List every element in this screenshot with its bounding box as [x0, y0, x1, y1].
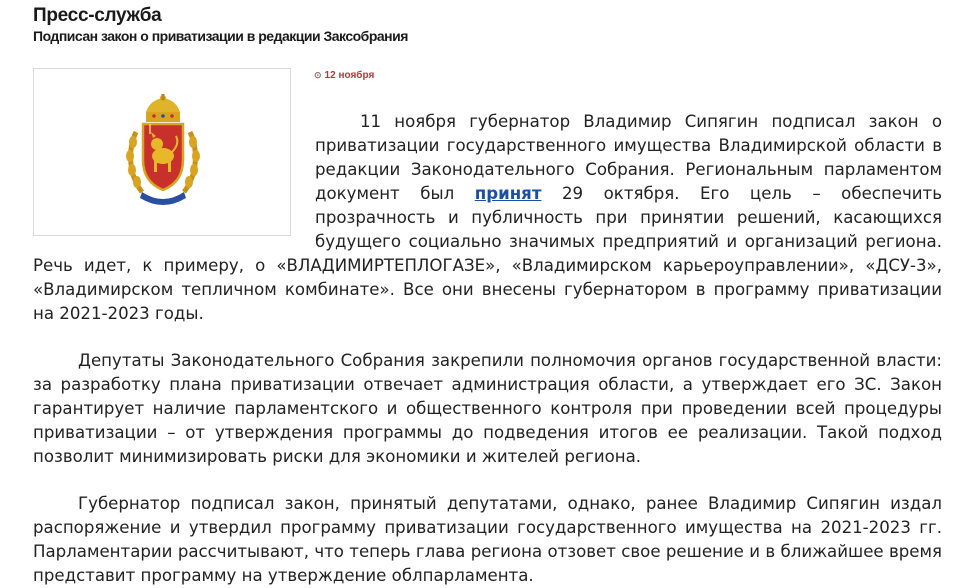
- clock-icon: ⊙: [314, 70, 322, 80]
- article-date: [314, 70, 374, 81]
- paragraph-3: Губернатор подписал закон, принятый депутатами, однако, ранее Владимир Сипягин издал распоряжение и утвердил программу приватизации государственного имущества на 2021-2023 гг. Парламентарии рассчитывают, что теперь глава региона отзовет свое решение и в ближайшее время представит программу на утверждение облпарламента.: [33, 494, 942, 585]
- paragraph-1-start: 11 ноября губернатор Владимир Сипягин подписал закон о приватизации государственного имущества Владимирской области в редакции Законодательного Собрания. Региональным парламентом документ был: [315, 112, 942, 203]
- article-body: [33, 110, 942, 588]
- date-text: 12 ноября: [324, 70, 375, 81]
- paragraph-1-end: 29 октября. Его цель – обеспечить прозрачность и публичность при принятии решений, касающихся будущего социально значимых предприятий и организаций региона. Речь идет, к примеру, о «ВЛАДИМИРТЕПЛОГАЗЕ», «Владимирском карьероуправлении», «ДСУ-3», «Владимирском тепличном комбинате». Все они внесены губернатором в программу приватизации на 2021-2023 годы.: [33, 184, 942, 323]
- article-title: Подписан закон о приватизации в редакции Заксобрания: [33, 28, 408, 44]
- section-title: Пресс-служба: [33, 5, 162, 26]
- image-float-spacer: [33, 110, 315, 250]
- paragraph-2: Депутаты Законодательного Собрания закрепили полномочия органов государственной власти: за разработку плана приватизации отвечает администрация области, а утверждает его ЗС. Закон гарантирует наличие парламентского и общественного контроля при проведении всей процедуры приватизации – от утверждения программы до подведения итогов ее реализации. Такой подход позволит минимизировать риски для экономики и жителей региона.: [33, 351, 942, 466]
- accepted-link[interactable]: принят: [474, 184, 542, 203]
